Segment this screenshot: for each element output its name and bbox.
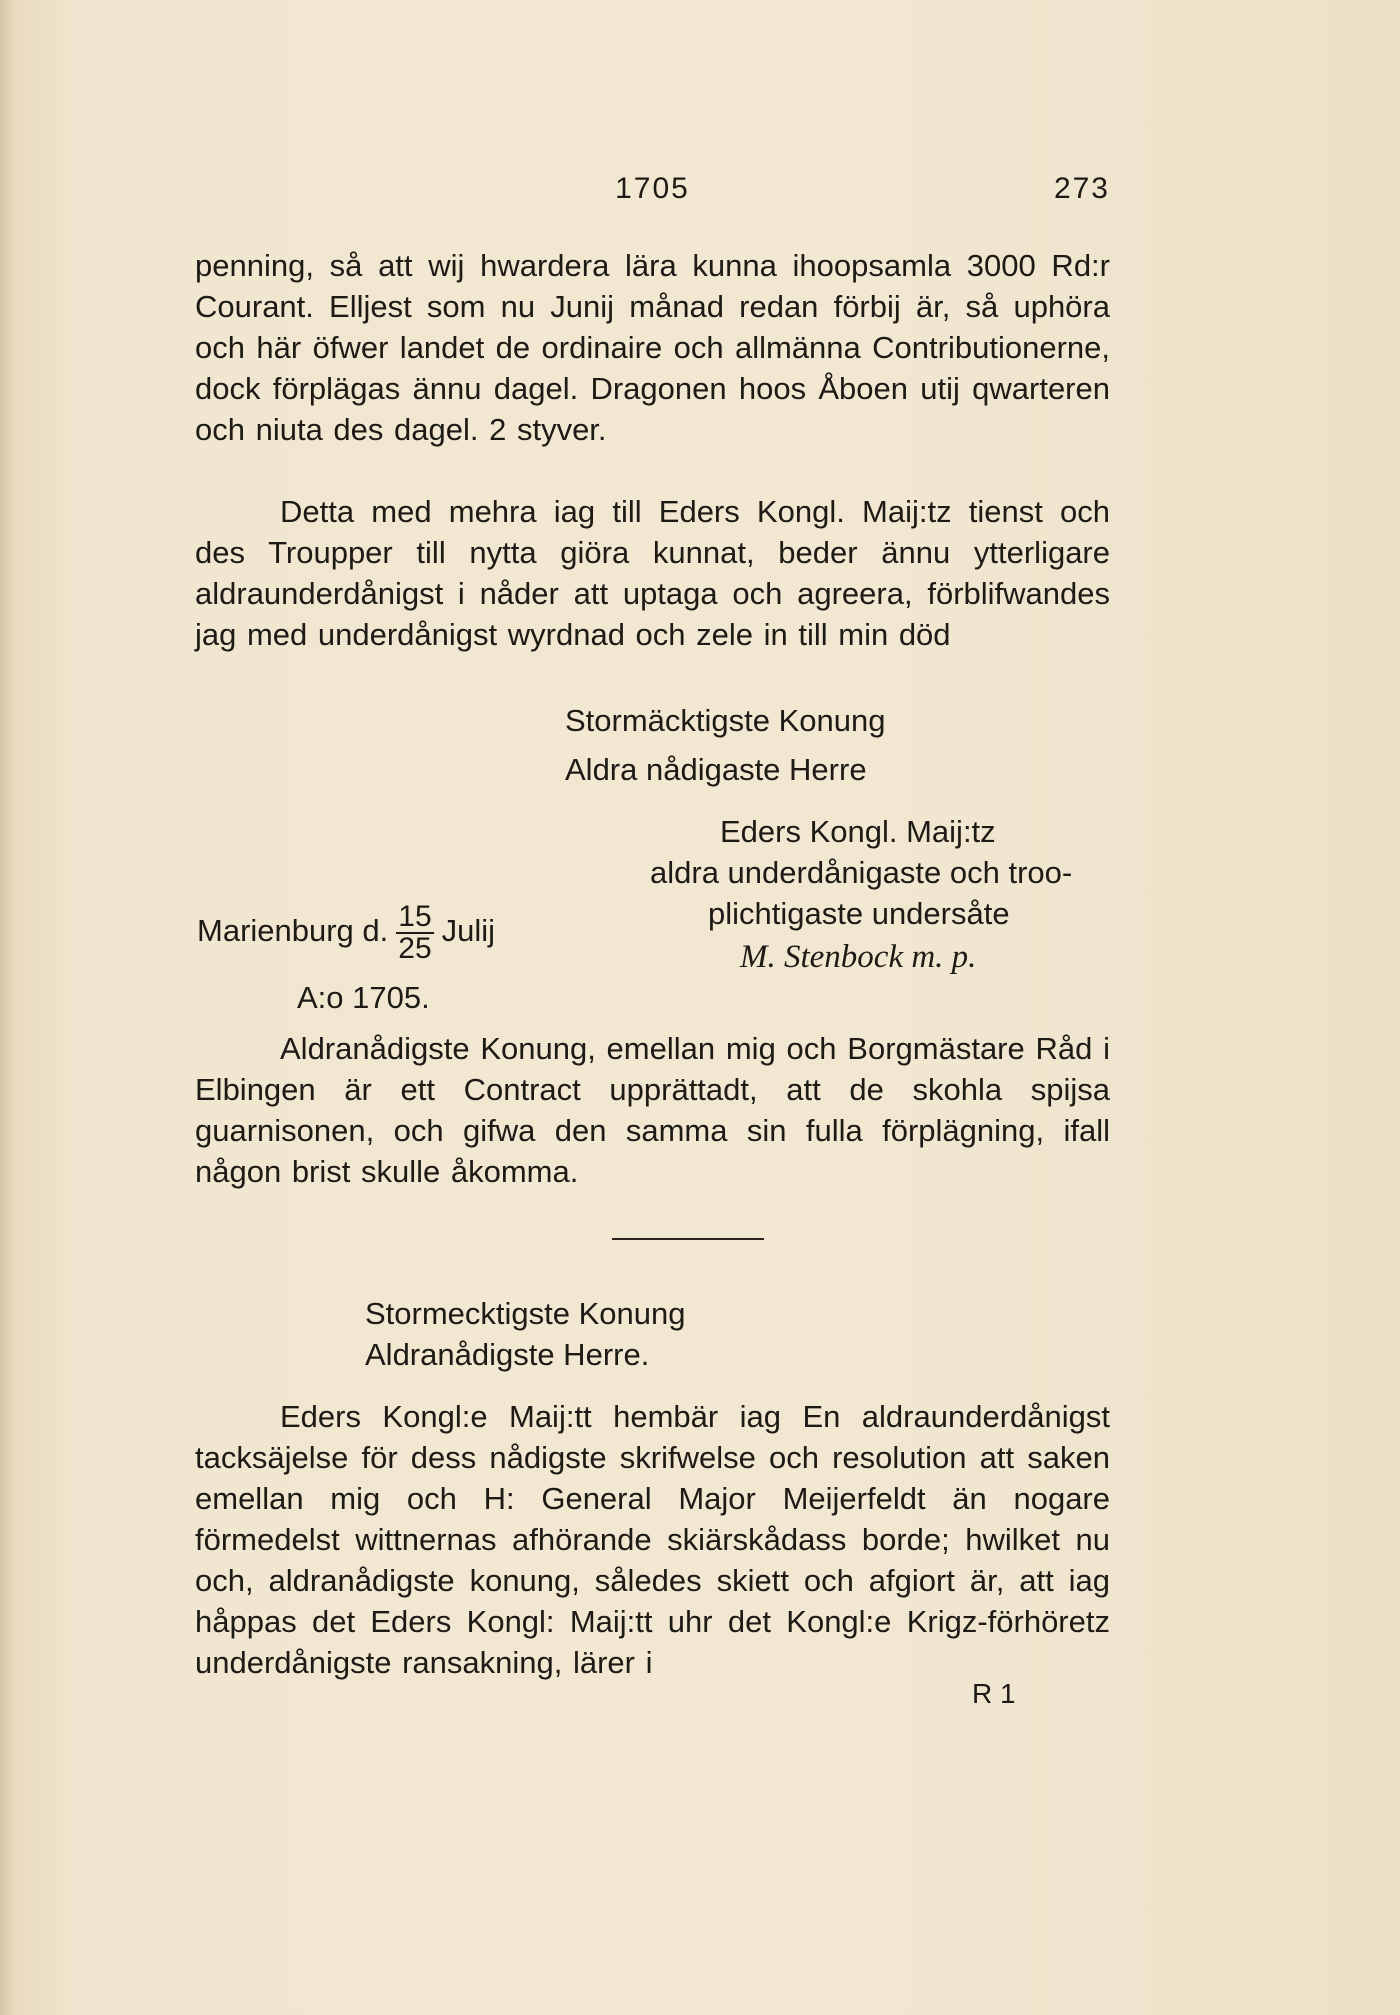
date-line	[197, 901, 495, 964]
page-edge	[0, 0, 14, 2015]
closing-sign-line-1: Eders Kongl. Maij:tz	[720, 814, 996, 849]
date-year: A:o 1705.	[297, 980, 430, 1015]
paragraph-2-text: Detta med mehra iag till Eders Kongl. Maij:tz tienst och des Troupper till nytta giöra kunnat, beder ännu ytterligare aldraunderdånigst i nåder att uptaga och agreera, förblifwandes jag med underdånigst wyrdnad och zele in till min död	[195, 494, 1110, 652]
signature-mark: R 1	[972, 1678, 1016, 1709]
closing-salutation-2: Aldra nådigaste Herre	[565, 752, 867, 787]
paragraph-2	[195, 491, 1110, 655]
paragraph-1-text: penning, så att wij hwardera lära kunna ihoopsamla 3000 Rd:r Courant. Elljest som nu Junij månad redan förbij är, så uphöra och här öfwer landet de ordinaire och allmänna Contributionerne, dock förplägas ännu dagel. Dragonen hoos Åboen utij qwarteren och niuta des dagel. 2 styver.	[195, 248, 1110, 447]
closing-sign-line-2: aldra underdånigaste och troo-	[650, 855, 1073, 890]
closing-salutation-1: Stormäcktigste Konung	[565, 703, 886, 738]
section-divider	[612, 1238, 764, 1240]
signature-name: M. Stenbock m. p.	[740, 939, 977, 975]
paragraph-1	[195, 245, 1110, 450]
paragraph-3	[195, 1028, 1110, 1192]
letter2-body-text: Eders Kongl:e Maij:tt hembär iag En aldraunderdånigst tacksäjelse för dess nådigste skrifwelse och resolution att saken emellan mig och H: General Major Meijerfeldt än nogare förmedelst wittnernas afhörande skiärskådass borde; hwilket nu och, aldranådigste konung, således skiett och afgiort är, att iag håppas det Eders Kongl: Maij:tt uhr det Kongl:e Krigz-förhöretz underdånigste ransakning, lärer i	[195, 1399, 1110, 1680]
paragraph-3-text: Aldranådigste Konung, emellan mig och Borgmästare Råd i Elbingen är ett Contract upprättadt, att de skohla spijsa guarnisonen, och gifwa den samma sin fulla förplägning, ifall någon brist skulle åkomma.	[195, 1031, 1110, 1189]
letter2-body	[195, 1396, 1110, 1683]
date-numerator: 15	[398, 899, 432, 933]
date-month: Julij	[441, 913, 496, 948]
date-fraction	[396, 899, 433, 965]
page-number: 273	[1053, 172, 1110, 205]
letter2-salutation-2: Aldranådigste Herre.	[365, 1337, 650, 1372]
running-header	[195, 172, 1110, 212]
date-place: Marienburg d.	[197, 913, 389, 948]
letter2-salutation-1: Stormecktigste Konung	[365, 1296, 686, 1331]
closing-sign-line-3: plichtigaste undersåte	[708, 896, 1010, 931]
header-year: 1705	[615, 172, 690, 205]
date-denominator: 25	[398, 931, 432, 965]
